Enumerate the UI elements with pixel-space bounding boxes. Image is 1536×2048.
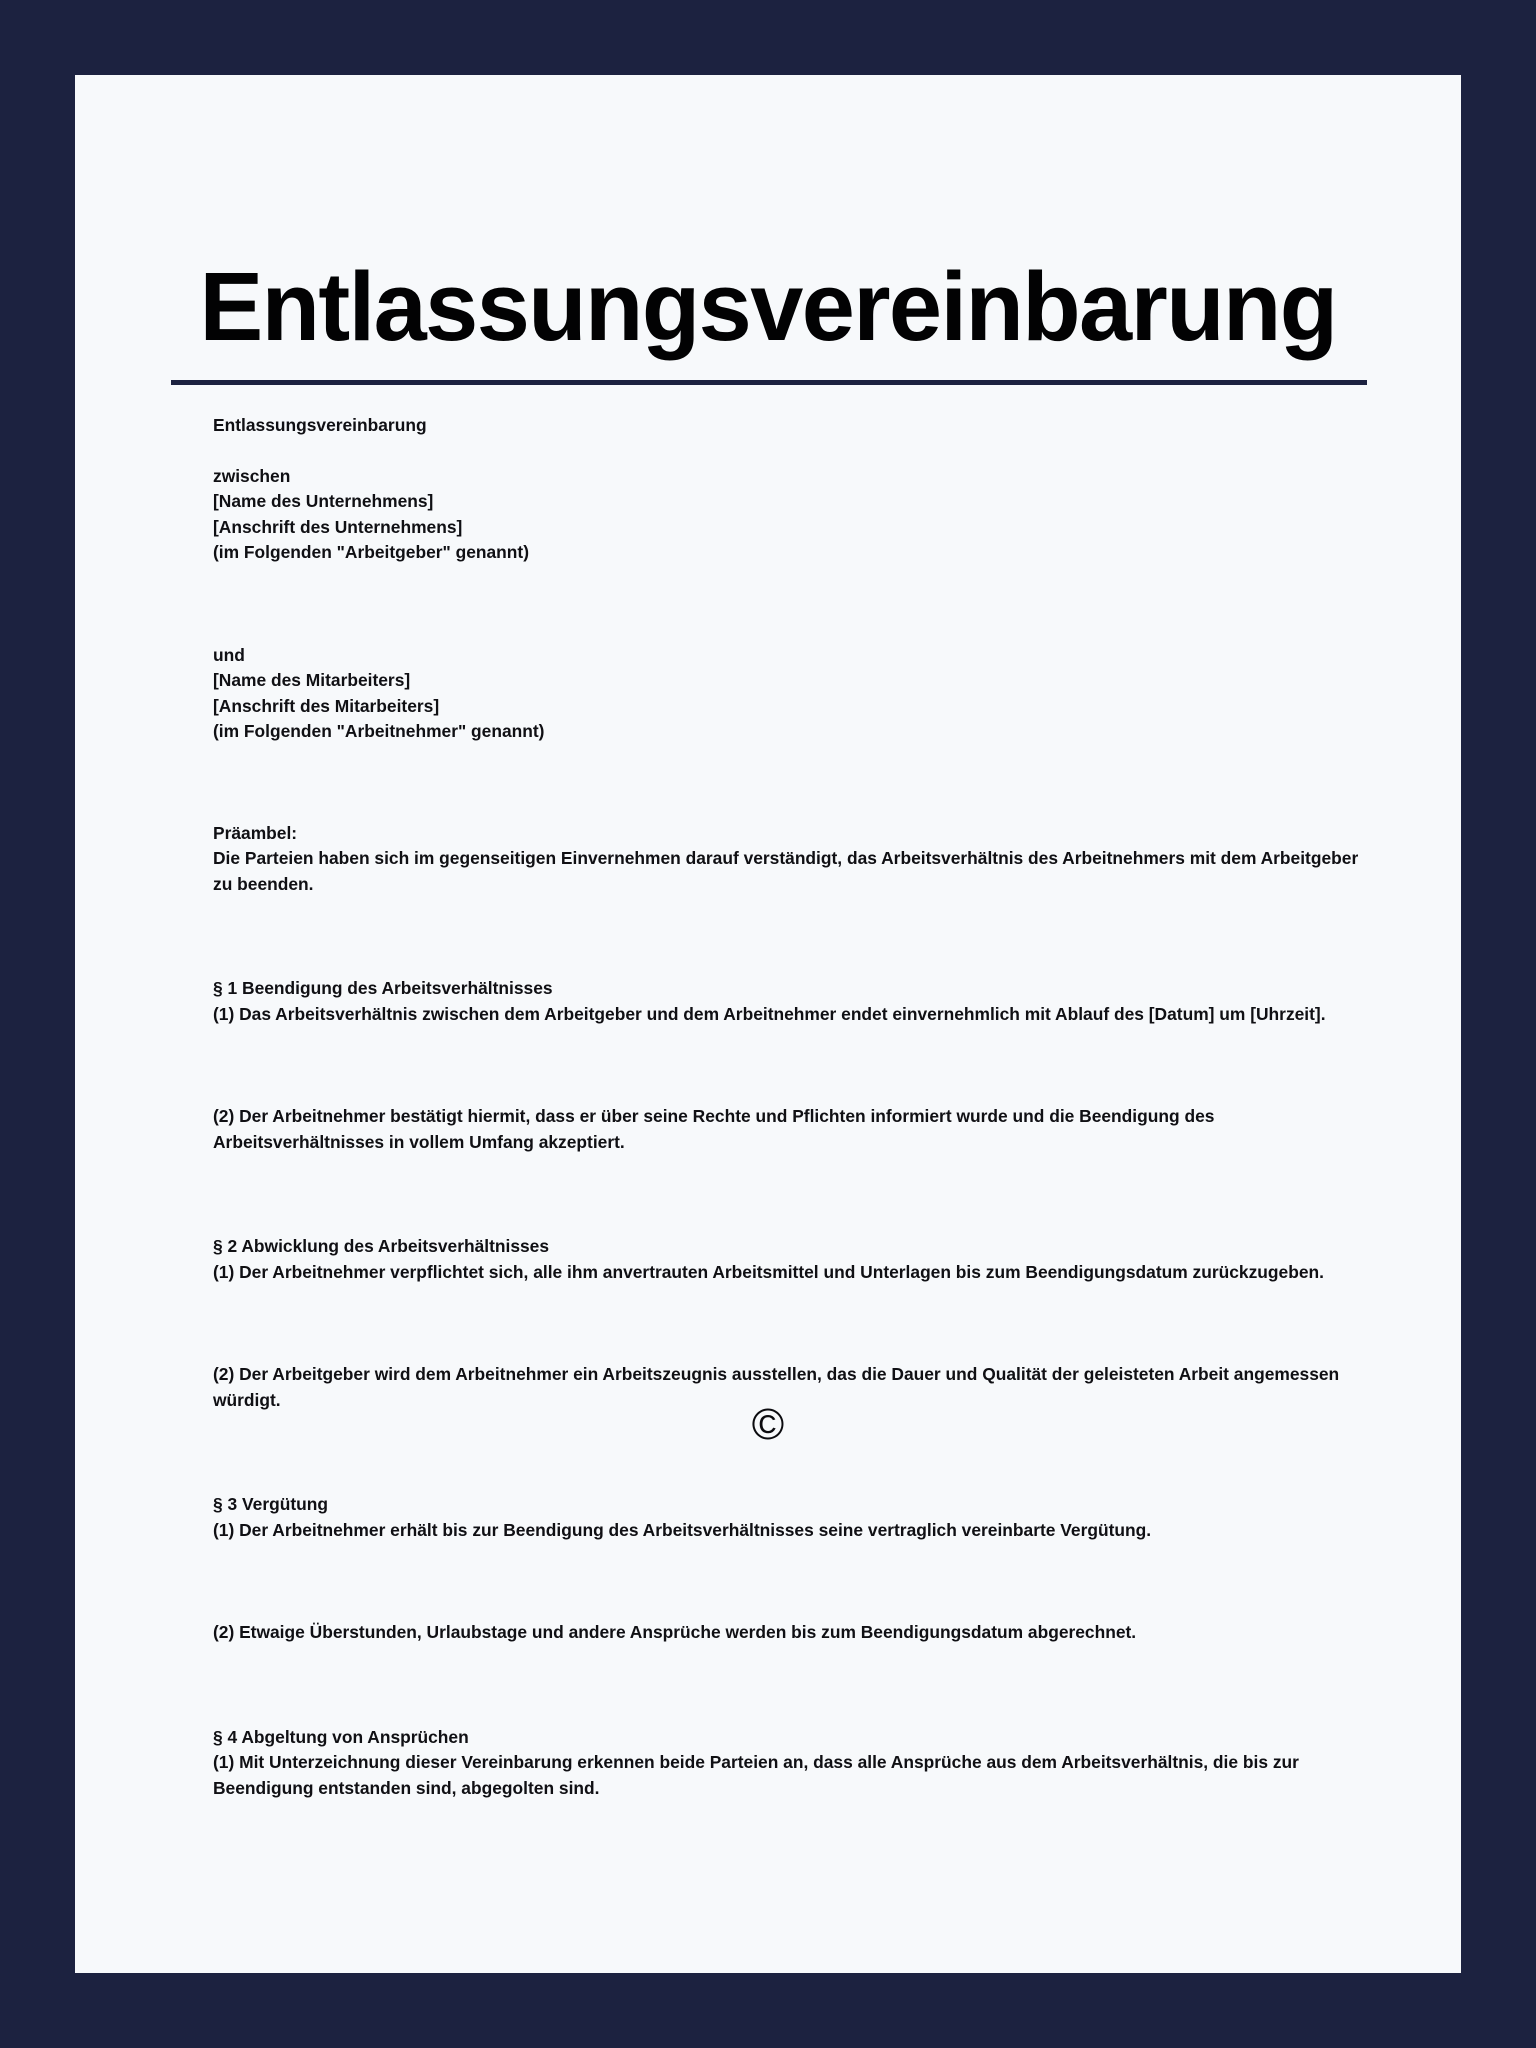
copyright-icon: © (751, 1400, 785, 1449)
parties-and-label: und (213, 644, 245, 665)
section-1-heading: § 1 Beendigung des Arbeitsverhältnisses (213, 978, 553, 998)
spacer (213, 1155, 1378, 1234)
document-page (75, 75, 1461, 1973)
page-title: Entlassungsvereinbarung (199, 252, 1337, 361)
employee-role-label: (im Folgenden "Arbeitnehmer" genannt) (213, 721, 545, 741)
section-1-clause-1: (1) Das Arbeitsverhältnis zwischen dem Arbeitgeber und dem Arbeitnehmer endet einvernehmlich mit Ablauf des [Datum] um [Uhrzeit]. (213, 1003, 1326, 1024)
section-2-clause-1: (1) Der Arbeitnehmer verpflichtet sich, alle ihm anvertrauten Arbeitsmittel und Unterlagen bis zum Beendigungsdatum zurückzugeben. (213, 1261, 1324, 1282)
section-4-clause-1: (1) Mit Unterzeichnung dieser Vereinbarung erkennen beide Parteien an, dass alle Ansprüche aus dem Arbeitsverhältnis, die bis zur Beendigung entstanden sind, abgegolten sind. (213, 1752, 1304, 1798)
spacer (213, 745, 1378, 821)
section-1-clause-2: (2) Der Arbeitnehmer bestätigt hiermit, dass er über seine Rechte und Pflichten informiert wurde und die Beendigung des Arbeitsverhältnisses in vollem Umfang akzeptiert. (213, 1106, 1219, 1152)
section-3-clause-1: (1) Der Arbeitnehmer erhält bis zur Beendigung des Arbeitsverhältnisses seine vertraglich vereinbarte Vergütung. (213, 1519, 1152, 1540)
document-body (213, 413, 1378, 1801)
spacer (213, 566, 1378, 643)
employer-name-placeholder: [Name des Unternehmens] (213, 491, 434, 511)
section-2-clause-2: (2) Der Arbeitgeber wird dem Arbeitnehmer ein Arbeitszeugnis ausstellen, das die Dauer und Qualität der geleisteten Arbeit angemessen würdigt. (213, 1364, 1345, 1410)
spacer (213, 1543, 1378, 1620)
spacer (213, 897, 1378, 976)
preamble-label: Präambel: (213, 822, 298, 843)
document-subtitle: Entlassungsvereinbarung (213, 415, 427, 435)
spacer (213, 439, 1378, 464)
employer-address-placeholder: [Anschrift des Unternehmens] (213, 516, 463, 537)
title-divider-rule (171, 380, 1367, 385)
section-3-heading: § 3 Vergütung (213, 1494, 328, 1514)
section-3-clause-2: (2) Etwaige Überstunden, Urlaubstage und andere Ansprüche werden bis zum Beendigungsdatum abgerechnet. (213, 1622, 1137, 1642)
section-4-heading: § 4 Abgeltung von Ansprüchen (213, 1726, 469, 1747)
employer-role-label: (im Folgenden "Arbeitgeber" genannt) (213, 542, 530, 562)
preamble-text: Die Parteien haben sich im gegenseitigen Einvernehmen darauf verständigt, das Arbeitsverhältnis des Arbeitnehmers mit dem Arbeitgeber zu beenden. (213, 848, 1364, 894)
spacer (213, 1027, 1378, 1104)
spacer (213, 1285, 1378, 1362)
employee-address-placeholder: [Anschrift des Mitarbeiters] (213, 695, 440, 716)
parties-between-label: zwischen (213, 465, 291, 486)
employee-name-placeholder: [Name des Mitarbeiters] (213, 670, 411, 690)
section-2-heading: § 2 Abwicklung des Arbeitsverhältnisses (213, 1236, 550, 1256)
spacer (213, 1646, 1378, 1725)
